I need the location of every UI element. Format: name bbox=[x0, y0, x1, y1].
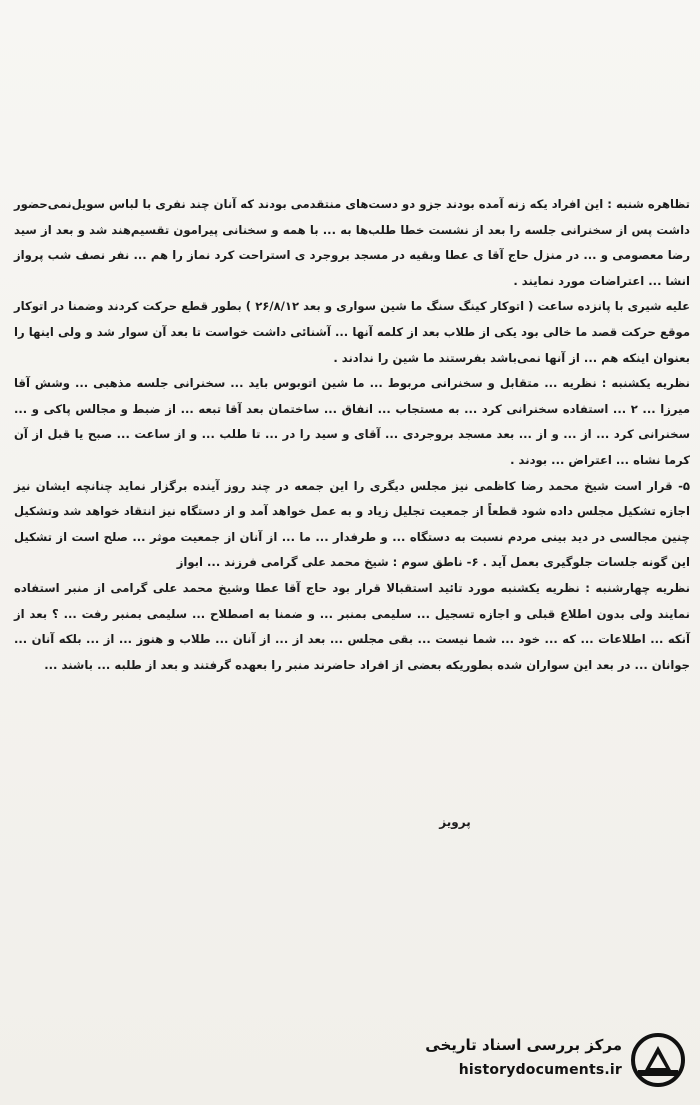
paragraph-3: نظریه یکشنبه : نظریه ... متقابل و سخنرانی مربوط ... ما شین اتوبوس باید ... سخنرانی جلسه مذهبی ... وشش آقا میرزا ... ۲ ... استفاده سخنرانی کرد ... به مستجاب ... انفاق ... ساختمان بعد آقا تبعه ... از ضبط و مجالس پاکی و ... سخنرانی کرد ... از ... و از ... بعد مسجد بروجردی ... آقای و سید را در ... تا طلب ... و از ساعت ... صبح یا قبل از آن کرما نشاه ... اعتراض ... بودند . bbox=[14, 376, 691, 467]
paragraph-2: علیه شیری با پانزده ساعت ( اتوکار کینگ سنگ ما شین سواری و بعد ۲۶/۸/۱۲ ) بطور قطع حرکت کردند وضمنا در اتوکار موقع حرکت قصد ما خالی بود یکی از طلاب بعد از کلمه آنها ... آشنائی داشت خواست تا بعد آن سوار شد و ولی اینها را بعنوان اینکه هم ... از آنها نمی‌باشد بفرستند ما شین را ندادند . bbox=[14, 299, 690, 365]
watermark-title: مرکز بررسی اسناد تاریخی bbox=[425, 1036, 622, 1054]
watermark-url: historydocuments.ir bbox=[458, 1062, 622, 1078]
document-body bbox=[14, 192, 690, 678]
paragraph-5: نظریه چهارشنبه : نظریه یکشنبه مورد تائید استقبالا قرار بود حاج آقا عطا وشیخ محمد علی گرامی از منبر استفاده نمایند ولی بدون اطلاع قبلی و اجازه تسجیل ... سلیمی بمنبر ... و ضمنا به اصطلاح ... سلیمی بمنبر رفت ... ؟ بعد از آنکه ... اطلاعات ... که ... خود ... شما نیست ... بقی مجلس ... بعد از ... از آنان ... طلاب و هنوز ... از ... بلکه آنان ... جوانان ... در بعد این سواران شده بطوریکه بعضی از افراد حاضرند منبر را بعهده گرفتند و بعد از طلبه ... باشند ... bbox=[14, 580, 690, 672]
paragraph-1: تظاهره شنبه : این افراد یکه زنه آمده بودند جزو دو دست‌های منتقدمی بودند که آنان چند نفری با لباس سویل‌نمی‌حضور داشت پس از سخنرانی جلسه را بعد از نشست خطا طلب‌ها به ... با همه و سخنانی پیرامون تقسیم‌هند شد و بعد از سید رضا معصومی و ... در منزل حاج آقا ی عطا وبقیه در مسجد بروجرد ی استراحت کرد نماز را هم ... نفر نصف شب پرواز انشا ... اعتراضات مورد نمایند . bbox=[14, 197, 690, 288]
signature: پرویز bbox=[439, 815, 471, 829]
paragraph-4: ۵- قرار است شیخ محمد رضا کاظمی نیز مجلس دیگری را این جمعه در چند روز آینده برگزار نماید چنانچه ایشان نیز اجازه تشکیل مجلس داده شود قطعاً از جمعیت تجلیل زیاد و به عمل خواهد آمد و از دستگاه نیز انتقاد خواهد شد وتشکیل چنین مجالسی در دید بینی مردم نسبت به دستگاه ... و طرفدار ... ما ... از آنان از جمعیت موثر ... صلح است از تشکیل این گونه جلسات جلوگیری بعمل آید . ۶- ناطق سوم : شیخ محمد علی گرامی فرزند ... ابواز bbox=[14, 478, 690, 570]
archive-watermark bbox=[405, 1030, 690, 1092]
archive-logo-icon bbox=[630, 1032, 686, 1088]
